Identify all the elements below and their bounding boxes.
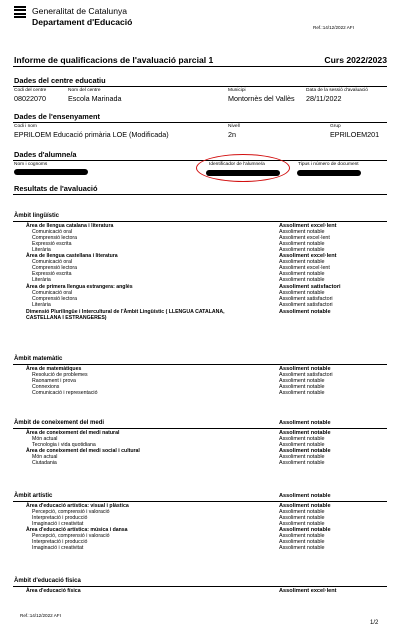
subarea-row-label: Comunicació i representació: [32, 389, 98, 396]
grade-value: Assoliment excel·lent: [279, 253, 337, 259]
grade-value: Assoliment notable: [279, 435, 325, 442]
grade-value: Assoliment satisfactori: [279, 301, 333, 308]
teaching-code: EPRILOEM Educació primària LOE (Modificada): [14, 130, 169, 139]
redacted-document: [297, 170, 361, 176]
subarea-row-label: Literària: [32, 301, 51, 308]
grade-value: Assoliment notable: [279, 228, 325, 235]
subarea-row-label: Imaginació i creativitat: [32, 520, 84, 527]
subarea-row-label: Comunicació oral: [32, 289, 73, 296]
subarea-row-label: Món actual: [32, 435, 58, 442]
session-date-label: Data de la sessió d'avaluació: [306, 88, 368, 93]
grade-value: Assoliment excel·lent: [279, 265, 330, 272]
teaching-rule: [13, 122, 387, 123]
org-name: Generalitat de Catalunya: [32, 6, 128, 16]
dimension-grade: Assoliment notable: [279, 308, 331, 315]
subarea-row-label: Raonament i prova: [32, 377, 76, 384]
grade-value: Assoliment notable: [279, 508, 325, 515]
student-heading: Dades d'alumne/a: [14, 150, 77, 159]
grade-value: Assoliment notable: [279, 365, 331, 372]
subarea-row-label: Connexions: [32, 383, 60, 390]
grade-value: Assoliment notable: [279, 271, 325, 278]
grade-value: Assoliment excel·lent: [279, 587, 337, 594]
grade-value: Assoliment notable: [279, 514, 325, 521]
grade-value: Assoliment notable: [279, 460, 325, 466]
grade-value: Assoliment notable: [279, 429, 331, 436]
subarea-row-label: Literària: [32, 277, 51, 284]
grade-value: Assoliment excel·lent: [279, 222, 337, 229]
area-row-label: Àrea de primera llengua estrangera: anglès: [26, 283, 133, 290]
ambit-grade: Assoliment notable: [279, 493, 331, 499]
grade-value: Assoliment notable: [279, 277, 325, 284]
session-date: 28/11/2022: [306, 94, 342, 103]
centre-heading: Dades del centre educatiu: [14, 76, 106, 85]
grade-value: Assoliment notable: [279, 259, 325, 266]
grade-value: Assoliment notable: [279, 240, 325, 247]
teaching-code-label: Codi i nom: [14, 124, 37, 129]
area-row-label: Àrea d'educació artística: música i dansa: [26, 526, 128, 533]
course-year: Curs 2022/2023: [324, 55, 387, 65]
subarea-row-label: Comunicació oral: [32, 228, 73, 235]
grade-value: Assoliment satisfactori: [279, 295, 333, 302]
subarea-row-label: Comprensió lectora: [32, 265, 77, 272]
subarea-row-label: Comprensió lectora: [32, 295, 77, 302]
group: EPRILOEM201: [330, 130, 380, 139]
redacted-student-name: [14, 169, 88, 175]
department-name: Departament d'Educació: [32, 17, 133, 27]
ambit-title: Àmbit d'educació física: [14, 578, 81, 584]
grade-value: Assoliment notable: [279, 453, 325, 460]
subarea-row-label: Resolució de problemes: [32, 371, 88, 378]
results-rule: [13, 194, 387, 195]
grade-value: Assoliment notable: [279, 289, 325, 296]
header-ref: Ref.:14/12/2022 AFI: [313, 25, 354, 30]
subarea-row-label: Interpretació i producció: [32, 539, 88, 546]
grade-value: Assoliment notable: [279, 441, 325, 448]
student-name-label: Nom i cognoms: [14, 162, 48, 167]
level-label: Nivell: [228, 124, 240, 129]
ambit-title: Àmbit lingüístic: [14, 213, 59, 219]
subarea-row-label: Interpretació i producció: [32, 514, 88, 521]
group-label: Grup: [330, 124, 341, 129]
subarea-row-label: Món actual: [32, 453, 58, 460]
document-label: Tipus i número de document: [298, 162, 359, 167]
area-row-label: Àrea de matemàtiques: [26, 365, 82, 372]
centre-name-label: Nom del centre: [68, 88, 101, 93]
grade-value: Assoliment excel·lent: [279, 234, 330, 241]
area-row-label: Àrea d'educació artística: visual i plàstica: [26, 502, 129, 509]
grade-value: Assoliment notable: [279, 246, 325, 253]
centre-code: 08022070: [14, 94, 46, 103]
area-row-label: Àrea de coneixement del medi social i cultural: [26, 447, 140, 454]
subarea-row-label: Tecnologia i vida quotidiana: [32, 441, 96, 448]
grade-value: Assoliment notable: [279, 383, 325, 390]
area-row-label: Àrea de llengua catalana i literatura: [26, 222, 114, 229]
footer-ref: Ref.:14/12/2022 AFI: [20, 613, 61, 618]
subarea-row-label: Percepció, comprensió i valoració: [32, 508, 110, 515]
subarea-row-label: Imaginació i creativitat: [32, 545, 84, 552]
grade-value: Assoliment notable: [279, 545, 325, 552]
ambit-title: Àmbit artístic: [14, 493, 53, 499]
centre-rule: [13, 86, 387, 87]
grade-value: Assoliment notable: [279, 377, 325, 384]
subarea-row-label: Expressió escrita: [32, 271, 72, 278]
ambit-grade: Assoliment notable: [279, 420, 331, 426]
area-row-label: Àrea de llengua castellana i literatura: [26, 253, 118, 259]
title-rule: [13, 66, 387, 67]
teaching-heading: Dades de l'ensenyament: [14, 112, 100, 121]
subarea-row-label: Percepció, comprensió i valoració: [32, 533, 110, 539]
area-row-label: Àrea de coneixement del medi natural: [26, 429, 120, 436]
area-row-label: Àrea d'educació física: [26, 587, 81, 594]
grade-value: Assoliment satisfactori: [279, 283, 341, 290]
results-heading: Resultats de l'avaluació: [14, 184, 98, 193]
grade-value: Assoliment notable: [279, 533, 325, 539]
grade-value: Assoliment notable: [279, 526, 331, 533]
grade-value: Assoliment notable: [279, 539, 325, 546]
level: 2n: [228, 130, 236, 139]
subarea-row-label: Expressió escrita: [32, 240, 72, 247]
red-highlight-circle: [196, 154, 290, 182]
municipality: Montornès del Vallès: [228, 94, 295, 103]
dimension-label-cont: CASTELLANA I ESTRANGERES): [26, 315, 107, 321]
grade-value: Assoliment notable: [279, 520, 325, 527]
dimension-label: Dimensió Plurilingüe i Intercultural de l'Àmbit Lingüístic ( LLENGUA CATALANA,: [26, 308, 225, 315]
centre-code-label: Codi del centre: [14, 88, 47, 93]
subarea-row-label: Literària: [32, 246, 51, 253]
report-title: Informe de qualificacions de l'avaluació parcial 1: [14, 55, 214, 65]
subarea-row-label: Comprensió lectora: [32, 234, 77, 241]
page-number: 1/2: [370, 620, 379, 626]
centre-name: Escola Marinada: [68, 94, 122, 103]
grade-value: Assoliment notable: [279, 447, 331, 454]
grade-value: Assoliment notable: [279, 502, 331, 509]
grade-value: Assoliment notable: [279, 389, 325, 396]
municipality-label: Municipi: [228, 88, 246, 93]
subarea-row-label: Comunicació oral: [32, 259, 73, 266]
ambit-title: Àmbit matemàtic: [14, 356, 63, 362]
subarea-row-label: Ciutadania: [32, 460, 57, 466]
generalitat-logo-icon: [14, 6, 26, 18]
ambit-title: Àmbit de coneixement del medi: [14, 420, 105, 426]
student-id-label: Identificador de l'alumne/a: [209, 162, 265, 167]
grade-value: Assoliment satisfactori: [279, 371, 333, 378]
